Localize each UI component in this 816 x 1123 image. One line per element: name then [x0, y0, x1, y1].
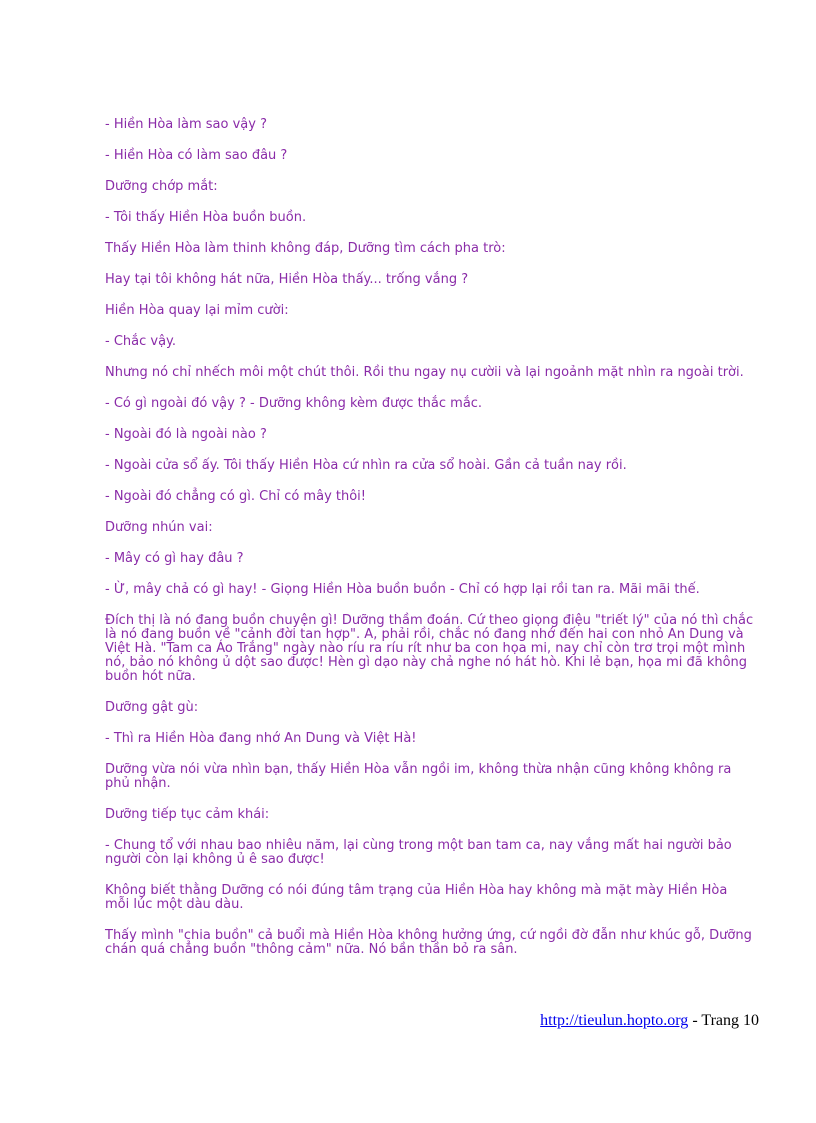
paragraph: - Chắc vậy. — [105, 334, 177, 349]
paragraph: Đích thị là nó đang buồn chuyện gì! Dưỡng thầm đoán. Cứ theo giọng điệu "triết lý" của nó thì chắc là nó đang buồn về "cảnh đời tan hợp". A, phải rồi, chắc nó đang nhớ đến hai con nhỏ An Dung và Việt Hà. "Tam ca Áo Trắng" ngày nào ríu ra ríu rít như ba con họa mi, nay chỉ còn trơ trọi một mình nó, bảo nó không ủ dột sao được! Hèn gì dạo này chả nghe nó hát hò. Khi lẻ bạn, họa mi đã không buồn hót nữa. — [105, 613, 754, 684]
paragraph: Thấy Hiền Hòa làm thinh không đáp, Dưỡng tìm cách pha trò: — [105, 241, 506, 256]
paragraph: Dưỡng nhún vai: — [105, 520, 213, 535]
paragraph: - Thì ra Hiền Hòa đang nhớ An Dung và Việt Hà! — [105, 731, 417, 746]
paragraph: - Ừ, mây chả có gì hay! - Giọng Hiền Hòa buồn buồn - Chỉ có hợp lại rồi tan ra. Mãi mãi thế. — [105, 582, 700, 597]
paragraph: - Hiền Hòa có làm sao đâu ? — [105, 148, 288, 163]
paragraph: Thấy mình "chia buồn" cả buổi mà Hiền Hòa không hưởng ứng, cứ ngồi đờ đẫn như khúc gỗ, Dưỡng chán quá chẳng buồn "thông cảm" nữa. Nó bần thần bỏ ra sân. — [105, 928, 752, 957]
paragraph: - Ngoài cửa sổ ấy. Tôi thấy Hiền Hòa cứ nhìn ra cửa sổ hoài. Gần cả tuần nay rồi. — [105, 458, 627, 473]
paragraph: - Chung tổ với nhau bao nhiêu năm, lại cùng trong một ban tam ca, nay vắng mất hai người bảo người còn lại không ủ ê sao được! — [105, 838, 732, 867]
paragraph: - Hiền Hòa làm sao vậy ? — [105, 117, 267, 132]
paragraph: Dưỡng tiếp tục cảm khái: — [105, 807, 270, 822]
page-number-label: - Trang 10 — [688, 1012, 759, 1029]
paragraph: Dưỡng chớp mắt: — [105, 179, 218, 194]
paragraph: - Ngoài đó là ngoài nào ? — [105, 427, 267, 442]
paragraph: Nhưng nó chỉ nhếch môi một chút thôi. Rồi thu ngay nụ cườii và lại ngoảnh mặt nhìn ra ngoài trời. — [105, 365, 744, 380]
paragraph: Dưỡng gật gù: — [105, 700, 199, 715]
paragraph: Dưỡng vừa nói vừa nhìn bạn, thấy Hiền Hòa vẫn ngồi im, không thừa nhận cũng không không ra phủ nhận. — [105, 762, 732, 791]
page-footer — [540, 1012, 759, 1030]
document-body — [105, 118, 755, 974]
paragraph: Hay tại tôi không hát nữa, Hiền Hòa thấy... trống vắng ? — [105, 272, 469, 287]
paragraph: Hiền Hòa quay lại mỉm cười: — [105, 303, 289, 318]
paragraph: Không biết thằng Dưỡng có nói đúng tâm trạng của Hiền Hòa hay không mà mặt mày Hiền Hòa mỗi lúc một dàu dàu. — [105, 883, 728, 912]
source-link[interactable]: http://tieulun.hopto.org — [540, 1012, 689, 1029]
paragraph: - Tôi thấy Hiền Hòa buồn buồn. — [105, 210, 307, 225]
paragraph: - Ngoài đó chẳng có gì. Chỉ có mây thôi! — [105, 489, 367, 504]
paragraph: - Có gì ngoài đó vậy ? - Dưỡng không kèm được thắc mắc. — [105, 396, 483, 411]
paragraph: - Mây có gì hay đâu ? — [105, 551, 244, 566]
